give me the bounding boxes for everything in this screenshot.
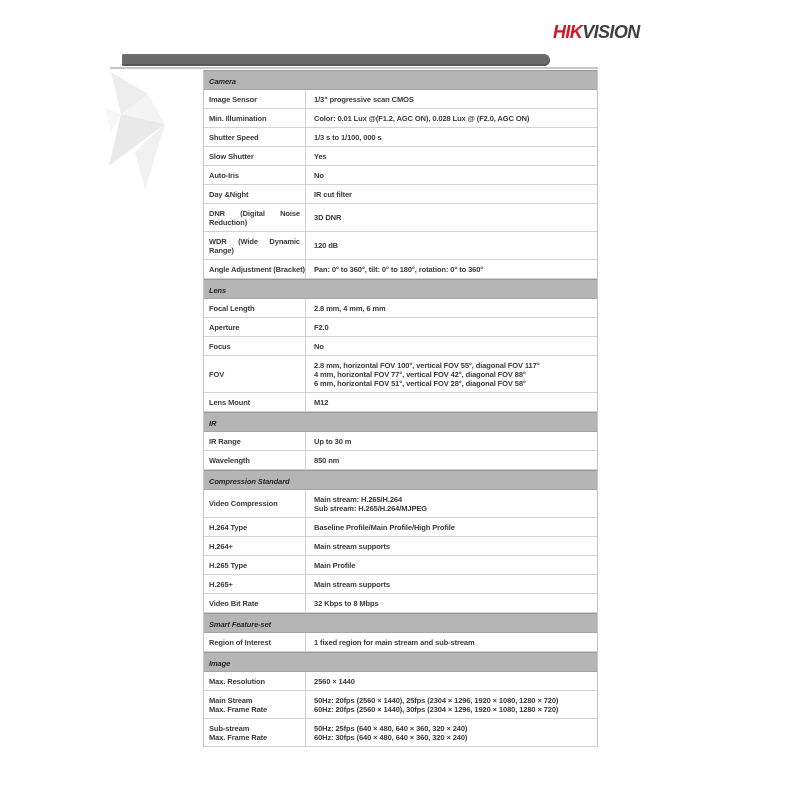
spec-label: H.264+: [204, 537, 306, 555]
spec-value: 32 Kbps to 8 Mbps: [314, 598, 379, 608]
section-title: Smart Feature-set: [209, 619, 272, 629]
spec-row: [204, 232, 597, 260]
spec-value: 1/3 s to 1/100, 000 s: [314, 132, 382, 142]
spec-value: Main stream supports: [314, 541, 390, 551]
spec-label: Slow Shutter: [204, 147, 306, 165]
section-title: IR: [209, 418, 217, 428]
spec-row: [204, 90, 597, 109]
spec-row: [204, 128, 597, 147]
spec-row: [204, 260, 597, 279]
spec-label-line: Max. Frame Rate: [209, 704, 268, 714]
top-rule-bar: [122, 54, 550, 66]
spec-label: Lens Mount: [204, 393, 306, 411]
spec-label: Aperture: [204, 318, 306, 336]
spec-value-line: 2.8 mm, horizontal FOV 100°, vertical FOV 55°, diagonal FOV 117°: [314, 360, 540, 370]
spec-label: [204, 691, 306, 718]
spec-label: Video Bit Rate: [204, 594, 306, 612]
spec-row: [204, 318, 597, 337]
spec-label: H.265 Type: [204, 556, 306, 574]
spec-table: [203, 70, 598, 747]
spec-row: [204, 166, 597, 185]
spec-row: [204, 356, 597, 393]
spec-row: [204, 299, 597, 318]
spec-value: [306, 691, 597, 718]
section-title: Image: [209, 658, 231, 668]
hikvision-logo: [553, 22, 640, 42]
spec-value: [306, 356, 597, 392]
spec-value: M12: [314, 397, 329, 407]
spec-label: Day &Night: [204, 185, 306, 203]
section-title: Camera: [209, 76, 236, 86]
spec-row: [204, 185, 597, 204]
spec-label: Auto-Iris: [204, 166, 306, 184]
spec-value-line: 6 mm, horizontal FOV 51°, vertical FOV 28°, diagonal FOV 58°: [314, 378, 526, 388]
top-rule-line: [110, 67, 598, 69]
spec-label: H.264 Type: [204, 518, 306, 536]
spec-label-line: Main Stream: [209, 695, 253, 705]
spec-value: No: [314, 341, 324, 351]
spec-value-line: Sub stream: H.265/H.264/MJPEG: [314, 503, 427, 513]
spec-label: [204, 719, 306, 746]
logo-hik-text: HIK: [553, 22, 583, 42]
spec-value-line: 50Hz: 25fps (640 × 480, 640 × 360, 320 × 240): [314, 723, 468, 733]
spec-row: [204, 393, 597, 412]
spec-value: 1 fixed region for main stream and sub-stream: [314, 637, 475, 647]
spec-row: [204, 633, 597, 652]
section-header: [204, 70, 597, 90]
spec-value: Yes: [314, 151, 327, 161]
spec-row: [204, 432, 597, 451]
spec-row: [204, 451, 597, 470]
spec-row: [204, 518, 597, 537]
spec-label: H.265+: [204, 575, 306, 593]
spec-label: Focus: [204, 337, 306, 355]
spec-label: DNR (Digital Noise Reduction): [204, 204, 306, 231]
spec-label: Wavelength: [204, 451, 306, 469]
section-header: [204, 613, 597, 633]
spec-value-line: Main stream: H.265/H.264: [314, 494, 403, 504]
spec-label: Max. Resolution: [204, 672, 306, 690]
section-title: Lens: [209, 285, 227, 295]
section-header: [204, 470, 597, 490]
spec-row: [204, 337, 597, 356]
spec-label-line: Max. Frame Rate: [209, 732, 268, 742]
spec-value: [306, 719, 597, 746]
spec-label: Image Sensor: [204, 90, 306, 108]
spec-row: [204, 556, 597, 575]
spec-value-line: 4 mm, horizontal FOV 77°, vertical FOV 42°, diagonal FOV 88°: [314, 369, 526, 379]
spec-value: Main stream supports: [314, 579, 390, 589]
spec-label: IR Range: [204, 432, 306, 450]
spec-row: [204, 575, 597, 594]
spec-row: [204, 204, 597, 232]
spec-value: 3D DNR: [314, 213, 342, 222]
spec-value: 2.8 mm, 4 mm, 6 mm: [314, 303, 386, 313]
section-title: Compression Standard: [209, 476, 290, 486]
spec-value: 1/3" progressive scan CMOS: [314, 94, 414, 104]
spec-value: 120 dB: [314, 241, 338, 250]
spec-row: [204, 691, 597, 719]
spec-label-line: Sub-stream: [209, 723, 250, 733]
spec-value: No: [314, 170, 324, 180]
spec-row: [204, 719, 597, 747]
logo-vision-text: VISION: [582, 22, 640, 42]
spec-label: Region of Interest: [204, 633, 306, 651]
spec-label: [204, 260, 306, 278]
spec-row: [204, 109, 597, 128]
spec-row: [204, 672, 597, 691]
watermark-graphic: [103, 70, 173, 192]
spec-value-line: 50Hz: 20fps (2560 × 1440), 25fps (2304 × 1296, 1920 × 1080, 1280 × 720): [314, 695, 559, 705]
section-header: [204, 412, 597, 432]
spec-label-line: Angle Adjustment (Bracket): [209, 264, 305, 274]
spec-value: Main Profile: [314, 560, 356, 570]
spec-value: IR cut filter: [314, 189, 352, 199]
spec-value: Up to 30 m: [314, 436, 352, 446]
spec-value-line: 60Hz: 30fps (640 × 480, 640 × 360, 320 × 240): [314, 732, 468, 742]
spec-value: Color: 0.01 Lux @(F1.2, AGC ON), 0.028 Lux @ (F2.0, AGC ON): [314, 113, 530, 123]
spec-label: FOV: [204, 356, 306, 392]
spec-label: Shutter Speed: [204, 128, 306, 146]
section-header: [204, 279, 597, 299]
spec-value-line: 60Hz: 20fps (2560 × 1440), 30fps (2304 × 1296, 1920 × 1080, 1280 × 720): [314, 704, 559, 714]
spec-value: Baseline Profile/Main Profile/High Profile: [314, 522, 455, 532]
spec-row: [204, 147, 597, 166]
spec-row: [204, 594, 597, 613]
section-header: [204, 652, 597, 672]
spec-value: [306, 490, 597, 517]
spec-label: Video Compression: [204, 490, 306, 517]
spec-label: WDR (Wide Dynamic Range): [204, 232, 306, 259]
spec-value: 850 nm: [314, 455, 340, 465]
spec-value: F2.0: [314, 322, 329, 332]
spec-label: Min. Illumination: [204, 109, 306, 127]
spec-label: Focal Length: [204, 299, 306, 317]
spec-row: [204, 490, 597, 518]
spec-value: Pan: 0° to 360°, tilt: 0° to 180°, rotation: 0° to 360°: [314, 264, 484, 274]
spec-row: [204, 537, 597, 556]
spec-value: 2560 × 1440: [314, 676, 355, 686]
